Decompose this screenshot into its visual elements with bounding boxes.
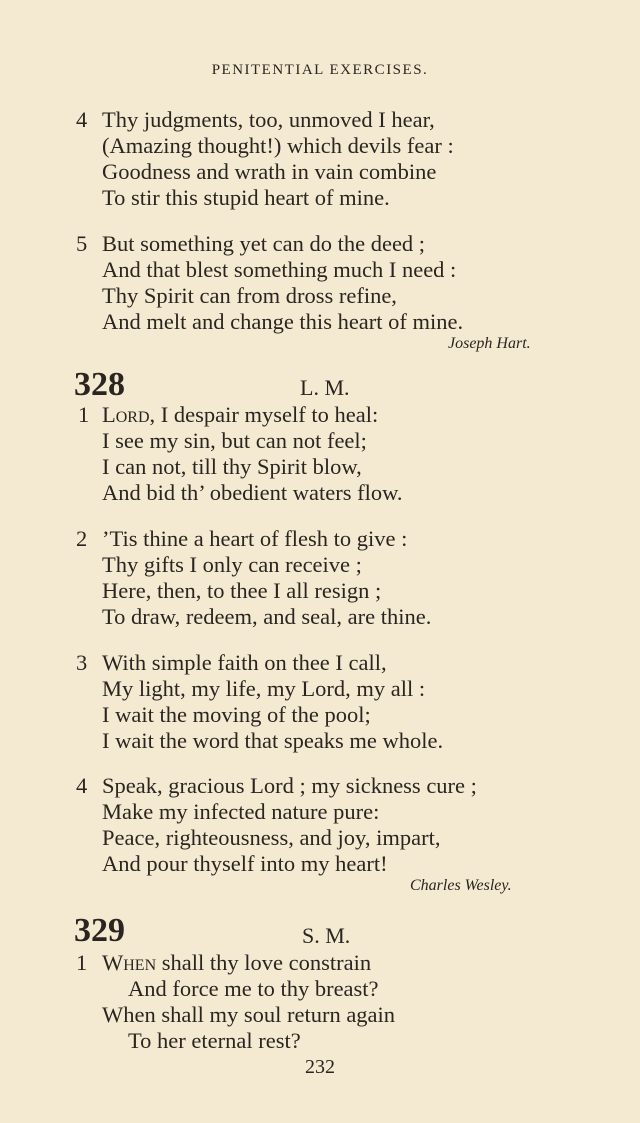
verse-line: Here, then, to thee I all resign ; (102, 578, 382, 603)
verse-line: Peace, righteousness, and joy, impart, (102, 825, 441, 850)
verse-number: 5 (76, 231, 88, 256)
verse-line: With simple faith on thee I call, (102, 650, 387, 675)
verse-line: And melt and change this heart of mine. (102, 309, 464, 334)
verse-line: ’Tis thine a heart of flesh to give : (102, 526, 408, 551)
verse-line: I wait the word that speaks me whole. (102, 728, 444, 753)
verse-line: And that blest something much I need : (102, 257, 457, 282)
hymn-number: 329 (74, 912, 125, 949)
hymn-number: 328 (74, 366, 125, 403)
verse-line: And force me to thy breast? (128, 976, 379, 1001)
author-attribution: Charles Wesley. (410, 877, 512, 894)
verse-line: To stir this stupid heart of mine. (102, 185, 390, 210)
verse-line: Goodness and wrath in vain combine (102, 159, 437, 184)
verse-line: To her eternal rest? (128, 1028, 301, 1053)
verse-line: When shall my soul return again (102, 1002, 396, 1027)
verse-line: I wait the moving of the pool; (102, 702, 371, 727)
hymn-meter: L. M. (300, 375, 350, 400)
verse-line: But something yet can do the deed ; (102, 231, 426, 256)
author-attribution: Joseph Hart. (448, 335, 531, 352)
verse-number: 4 (76, 107, 88, 132)
first-word: When (102, 950, 157, 975)
verse-number: 1 (76, 950, 88, 975)
hymn-meter: S. M. (302, 923, 351, 948)
verse-line: I see my sin, but can not feel; (102, 428, 367, 453)
verse-number: 2 (76, 526, 88, 551)
verse-line: Thy gifts I only can receive ; (102, 552, 362, 577)
verse-number: 1 (78, 402, 90, 427)
first-word: Lord, (102, 402, 156, 427)
verse-number: 4 (76, 773, 88, 798)
verse-line: My light, my life, my Lord, my all : (102, 676, 426, 701)
verse-line: And bid th’ obedient waters flow. (102, 480, 403, 505)
verse-line: I can not, till thy Spirit blow, (102, 454, 362, 479)
page-number: 232 (305, 1056, 335, 1078)
verse-line: Lord, I despair myself to heal: (102, 402, 379, 427)
running-header: PENITENTIAL EXERCISES. (211, 62, 429, 78)
verse-line: Make my infected nature pure: (102, 799, 380, 824)
verse-line: Speak, gracious Lord ; my sickness cure ; (102, 773, 477, 798)
verse-line: (Amazing thought!) which devils fear : (102, 133, 454, 158)
verse-line: And pour thyself into my heart! (102, 851, 388, 876)
verse-line: When shall thy love constrain (102, 950, 372, 975)
verse-line: To draw, redeem, and seal, are thine. (102, 604, 432, 629)
verse-line: Thy judgments, too, unmoved I hear, (102, 107, 435, 132)
verse-number: 3 (76, 650, 88, 675)
verse-line: Thy Spirit can from dross refine, (102, 283, 397, 308)
